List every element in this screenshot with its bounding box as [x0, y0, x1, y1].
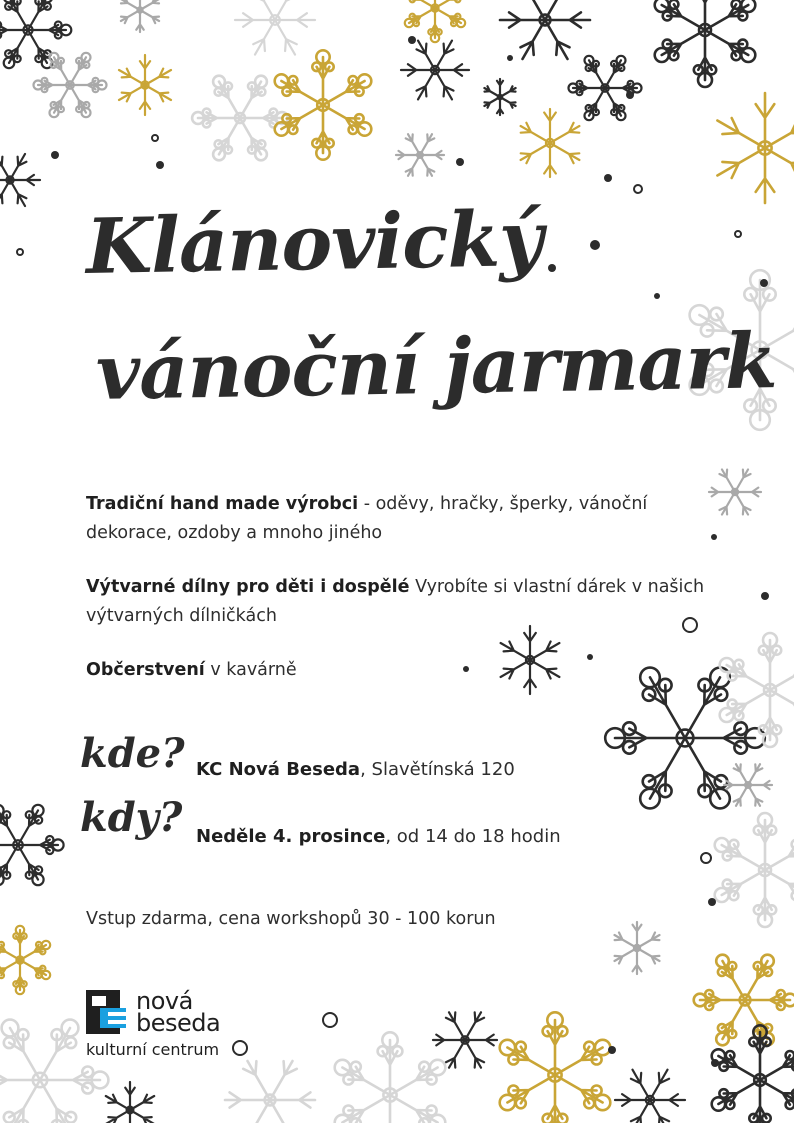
snow-dot	[590, 240, 600, 250]
snow-dot	[711, 534, 717, 540]
snow-dot	[608, 1046, 616, 1054]
snowflake-icon	[119, 55, 171, 115]
snowflake-icon	[569, 56, 642, 120]
snowflake-icon	[405, 0, 465, 42]
snow-dot	[408, 36, 416, 44]
snow-dot	[711, 1059, 719, 1067]
event-time: , od 14 do 18 hodin	[385, 826, 561, 847]
snow-dot	[761, 592, 769, 600]
snowflake-icon	[396, 134, 444, 176]
snowflake-icon	[0, 926, 50, 994]
snowflake-icon	[724, 764, 772, 806]
snowflake-icon	[717, 93, 794, 203]
snowflake-icon	[615, 922, 660, 974]
snow-dot	[735, 231, 741, 237]
snowflake-icon	[0, 805, 64, 885]
section-workshops-heading: Výtvarné dílny pro děti i dospělé	[86, 577, 410, 597]
section-workshops	[86, 573, 706, 631]
section-workshops-text: Vyrobíte si vlastní dárek v našich výtvarných dílničkách	[86, 577, 705, 626]
snowflake-icon	[709, 470, 761, 515]
snow-dot	[456, 158, 464, 166]
snowflake-icon	[106, 1082, 154, 1123]
section-makers-text: - oděvy, hračky, šperky, vánoční dekorace, ozdoby a mnoho jiného	[86, 494, 648, 543]
snowflake-icon	[694, 955, 794, 1046]
snow-dot	[701, 853, 711, 863]
snow-dot	[634, 185, 642, 193]
snowflake-icon	[0, 154, 40, 206]
snowflake-icon	[484, 79, 515, 115]
snow-dot	[51, 151, 59, 159]
snow-dot	[708, 898, 716, 906]
snowflake-icon	[225, 1061, 315, 1123]
snow-dot	[548, 264, 556, 272]
section-refreshments-text: v kavárně	[204, 660, 297, 680]
snow-dot	[156, 161, 164, 169]
logo-subtitle: kulturní centrum	[86, 1040, 220, 1059]
snowflake-icon	[500, 0, 590, 59]
logo-word-beseda: beseda	[136, 1009, 221, 1037]
snow-dot	[587, 654, 593, 660]
logo-mark-icon	[86, 990, 130, 1034]
where-label: kde?	[80, 730, 185, 777]
snow-dot	[507, 55, 513, 61]
snowflake-icon	[720, 633, 794, 747]
snowflake-icon	[192, 76, 288, 161]
snowflake-icon	[121, 0, 159, 32]
snow-dot	[760, 279, 768, 287]
snowflake-icon	[615, 1070, 685, 1123]
event-title-line-1: Klánovický	[85, 194, 543, 291]
snowflake-icon	[34, 53, 107, 117]
snowflake-icon	[712, 1025, 794, 1123]
event-title-line-2: vánoční jarmark	[95, 316, 778, 417]
venue-address: , Slavětínská 120	[360, 759, 515, 780]
snowflake-icon	[605, 668, 765, 809]
when-info	[196, 826, 561, 847]
snowflake-icon	[521, 109, 580, 177]
snowflake-icon	[500, 1012, 611, 1123]
snowflake-icon	[235, 0, 315, 55]
section-refreshments	[86, 656, 486, 685]
logo-word-nova: nová	[136, 987, 193, 1015]
section-refreshments-heading: Občerstvení	[86, 660, 205, 680]
snowflake-icon	[715, 813, 794, 927]
snowflake-icon	[655, 0, 756, 87]
snow-dot	[654, 293, 660, 299]
snow-dot	[604, 174, 612, 182]
where-info	[196, 759, 515, 780]
snowflake-icon	[501, 626, 560, 694]
venue-name: KC Nová Beseda	[196, 759, 361, 780]
snow-dot	[323, 1013, 337, 1027]
snowflake-icon	[275, 50, 372, 159]
snow-dot	[17, 249, 23, 255]
snowflake-icon	[335, 1032, 446, 1123]
entry-info: Vstup zdarma, cena workshopů 30 - 100 korun	[86, 909, 496, 929]
nova-beseda-logo	[86, 987, 256, 1060]
event-date: Neděle 4. prosince	[196, 826, 386, 847]
section-makers-heading: Tradiční hand made výrobci	[86, 494, 359, 514]
when-label: kdy?	[80, 794, 183, 841]
section-makers	[86, 490, 666, 548]
snowflake-icon	[433, 1012, 497, 1067]
snowflake-icon	[401, 41, 469, 100]
snow-dot	[152, 135, 158, 141]
snow-dot	[626, 91, 634, 99]
